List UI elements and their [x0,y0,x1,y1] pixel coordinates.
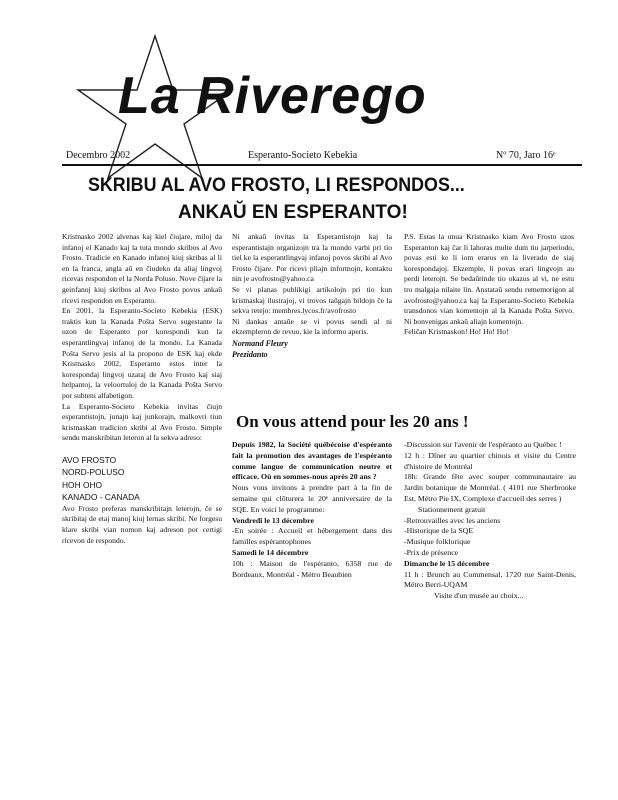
signature-name: Normand Fleury [232,338,288,348]
event-day-text: 11 h : Brunch au Commensal, 1720 rue Saint-Denis, Métro Berri-UQAM [404,569,576,590]
paragraph: Kristnasko 2002 alvenas kaj kiel ĉiujare, miloj da infanoj el Kanado kaj la tuta mondo skribos al Avo Frosto. Tradicie en Kanado infanoj kiuj skribas al li en la franca, angla aŭ en ĉiudeko da aliaj lingvoj ricevas respondon el la Norda Poluso. Nove ĉijare la geinfanoj kiuj skribos al Avo Frosto povos ankaŭ ricevi respondon en Esperanto. [62,232,222,305]
program-line: Stationnement gratuit [418,504,486,514]
event-day-text: -En soirée : Accueil et hébergement dans des familles espérantophones [232,526,392,547]
french-headline: On vous attend pour les 20 ans ! [236,412,469,431]
program-line: 18h: Grande fête avec souper communautaire au Jardin botanique de Montréal. ( 4101 rue Sherbrooke Est, Métro Pie IX, Complexe d'accueil des serres ) [404,472,576,503]
headline-line-1: SKRIBU AL AVO FROSTO, LI RESPONDOS... [88,175,465,196]
issue-date: Decembro 2002 [66,150,131,161]
paragraph: La Esperanto-Societo Kebekia invitas ĉiujn esperantistojn, junajn kaj junkorajn, malkovri tiun kristnaskan tradicion skribi al Avo Frosto. Simple sendu manskribitan leteron al la sekva adreso: [62,401,222,443]
article-column-3 [404,232,574,338]
program-line: -Retrouvailles avec les anciens [404,515,501,525]
address-line: AVO FROSTO [62,454,117,465]
address-line: KANADO - CANADA [62,492,140,503]
event-day-title: Samedi le 14 décembre [232,547,309,557]
issue-number: Nº 70, Jaro 16ᵉ [496,150,556,161]
address-line: HOH OHO [62,479,103,490]
address-line: NORD-POLUSO [62,467,125,478]
paragraph: Avo Frosto preferas manskribitajn leterojn, ĉe se skribitaj de etaj manoj kiuj lernas skribi. Ne forgesu klare skribi vian nomon kaj adreson por certigi ricevon de respondo. [62,503,222,545]
signature-role: Prezidanto [232,349,268,359]
event-day-title: Dimanche le 15 décembre [404,558,490,568]
masthead-title: La Riverego [118,67,427,125]
program-line: 12 h : Dîner au quartier chinois et visite du Centre d'histoire de Montréal [404,450,576,471]
program-line: -Discussion sur l'avenir de l'espéranto au Québec ! [404,440,562,449]
program-line: -Musique folklorique [404,537,471,547]
mailing-address [62,454,222,504]
program-line: -Historique de la SQE [404,526,474,536]
intro-bold: Depuis 1982, la Société québécoise d'espéranto fait la promotion des avantages de l'espéranto comme langue de communication neutre et efficace. Où en sommes-nous après 20 ans ? [232,440,392,482]
article-column-2 [232,232,392,360]
paragraph: En 2001, la Esperanto-Societo Kebekia (ESK) traktis kun la Kanada Poŝta Servo sugestante la uzon de Esperanto por korespondi kun la esperantlingvaj infanoj de la mondo. La Kanada Poŝta Servo jesis al la propono de ESK kaj ekde Kristnasko 2002, Esperanto estos inter la korespondaj lingvoj uzataj de Avo Frosto kaj siaj helpantoj, la veloortuloj de la Kanada Poŝta Servo por subteni alfabetigon. [62,306,222,400]
paragraph: Se vi planas publikigi artikolojn pri tio kun kristnaskaj ilustrajoj, vi trovos taŭgajn bildojn ĉe la sekva retejo: membres.lycos.fr/avofrosto [232,284,392,316]
event-day-text: 10h : Maison de l'espéranto, 6358 rue de Bordeaux, Montréal - Métro Beaubien [232,558,392,579]
event-day-text: Visite d'un musée au choix... [434,591,524,601]
event-day-title: Vendredi le 13 décembre [232,515,314,525]
program-line: -Prix de présence [404,547,459,557]
paragraph: P.S. Estas la unua Kristnasko kiam Avo Frosto uzos Esperanton kaj ĉar li lahoras multe dum tiu jarperiodo, povas esti ke li iom eraros en la liverado de siaj korespondajoj. Ekzemple, li povas erari lingvojn au perdi leterojn. Se bedaŭrinde tio okazus al vi, ne estu tro malgaja nilaite lin. Anstataŭ sendu rememorigon al avofrosto@yahoo.ca kaj la Esperanto-Societo Kebekia transdonos vian komentojn al la Kanada Poŝta Servo. Ni bonvenigas ankaŭ aliajn komentojn. [404,232,574,326]
paragraph: Ni dankas antaŭe se vi povus sendi al ni ekzempleron de revuo, kie la informo aperis. [232,316,392,337]
french-column-right [404,440,576,602]
header-rule [62,164,582,166]
society-name: Esperanto-Societo Kebekia [248,150,358,161]
paragraph: Feliĉan Kristnaskon! Ho! Ho! Ho! [404,327,509,337]
article-column-1 [62,232,222,546]
intro: Nous vous invitons à prendre part à la fin de semaine qui clôturera le 20ᵉ anniversaire de la SQE. En voici le programme: [232,483,392,514]
french-column-left [232,440,392,580]
paragraph: Ni ankaŭ invitas la Esperantistojn kaj la esperantistajn organizojn tra la mondo varbi pri tio tiel ke la esperantlingvaj infanoj povos skribi al Avo Frosto ĉijare. Por ricevi pliajn informojn, kontaktu nin je avofrosto@yahoo.ca [232,232,392,284]
headline-line-2: ANKAŬ EN ESPERANTO! [178,202,408,223]
